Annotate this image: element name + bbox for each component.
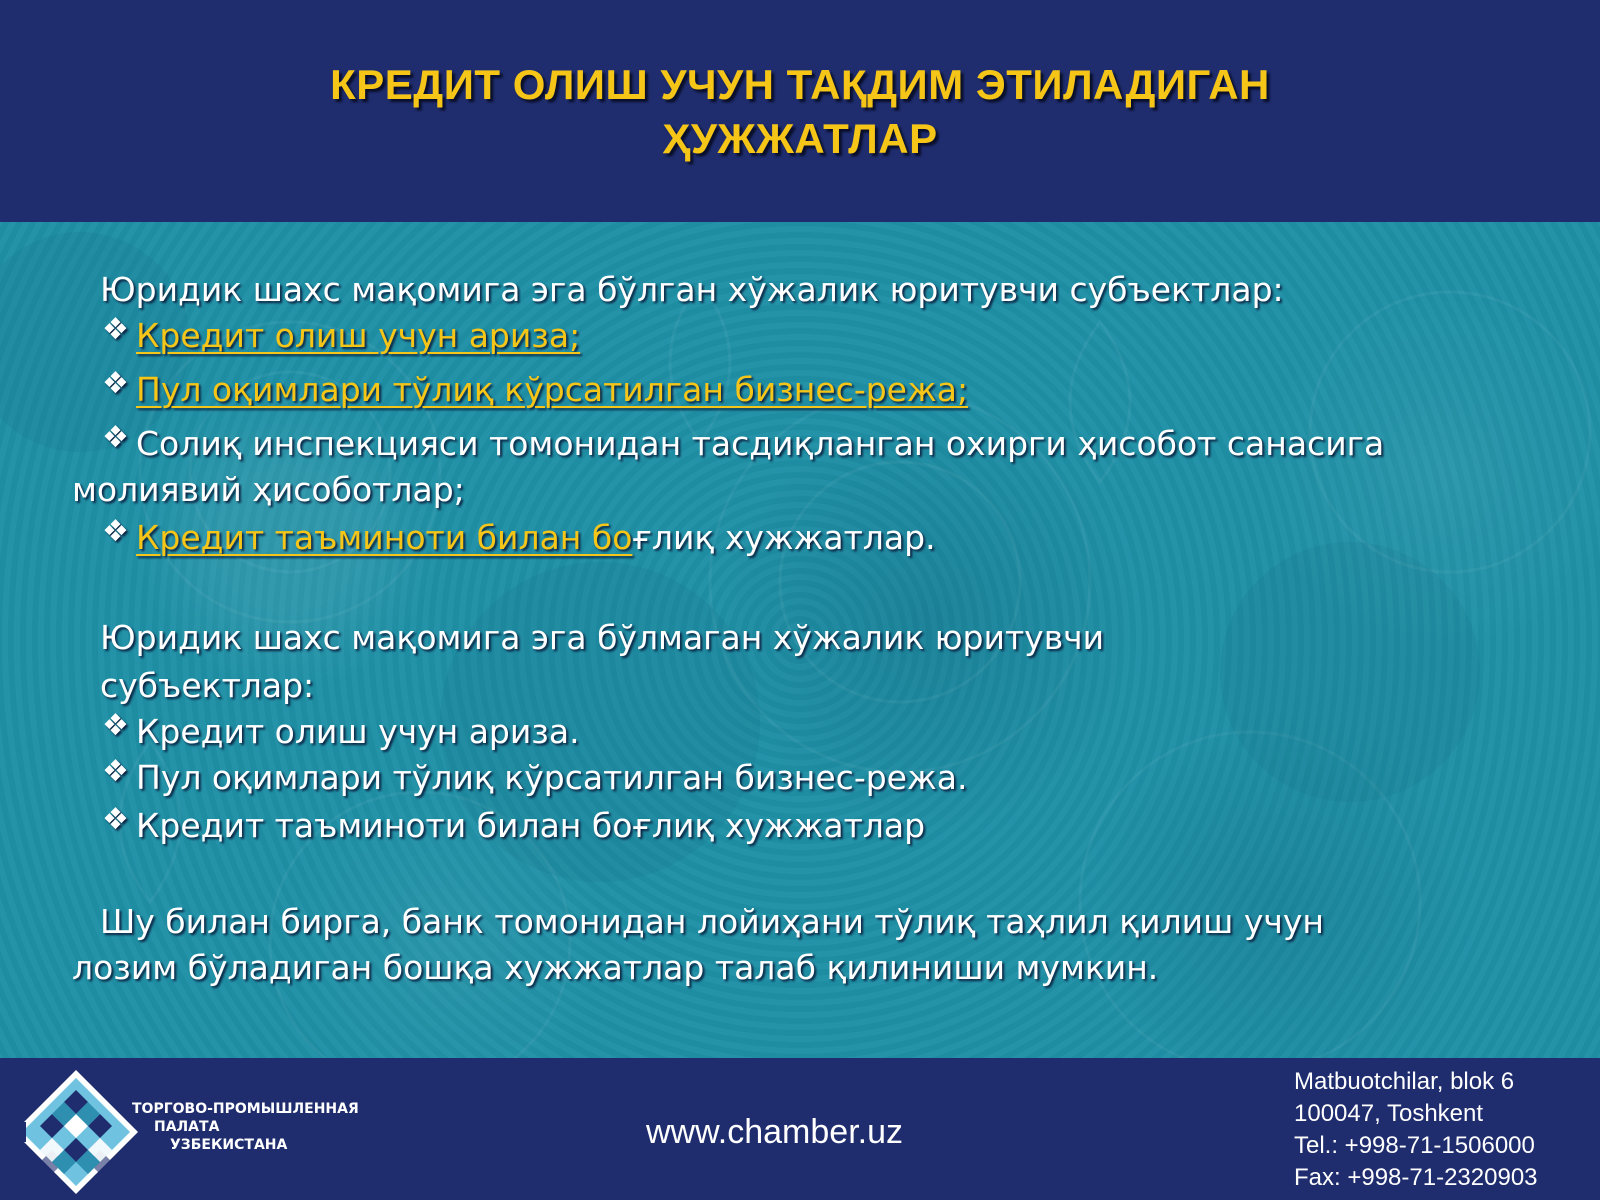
diamond-bullet-icon: ❖ <box>102 366 129 401</box>
diamond-bullet-icon: ❖ <box>102 312 129 347</box>
address-line1: Matbuotchilar, blok 6 <box>1294 1068 1515 1095</box>
section1-item1-link[interactable]: Кредит олиш учун ариза; <box>136 316 581 355</box>
section1-item4 <box>102 514 936 562</box>
section2-item1 <box>102 708 580 756</box>
slide-title <box>0 58 1600 166</box>
section2-item2 <box>102 754 967 802</box>
diamond-bullet-icon: ❖ <box>102 420 129 455</box>
section1-item4-link[interactable]: Кредит таъминоти билан бо <box>136 518 633 557</box>
footer-band <box>0 1058 1600 1200</box>
section2-item3-text: Кредит таъминоти билан боғлиқ хужжатлар <box>136 806 926 845</box>
section1-item3 <box>102 420 1384 468</box>
diamond-bullet-icon: ❖ <box>102 754 129 789</box>
closing-line2: лозим бўладиган бошқа хужжатлар талаб қилиниши мумкин. <box>72 948 1159 987</box>
address-line2: 100047, Toshkent <box>1294 1100 1484 1127</box>
header-band <box>0 0 1600 222</box>
website-link[interactable]: www.chamber.uz <box>646 1113 903 1151</box>
section2-heading-line1: Юридик шахс мақомига эга бўлмаган хўжалик юритувчи <box>100 618 1105 657</box>
section2-item3 <box>102 802 925 850</box>
diamond-bullet-icon: ❖ <box>102 708 129 743</box>
logo-text-line3: УЗБЕКИСТАНА <box>170 1137 288 1153</box>
logo-text <box>132 1100 359 1154</box>
section1-item2-link[interactable]: Пул оқимлари тўлиқ кўрсатилган бизнес-режа; <box>136 370 969 409</box>
address-phone: Tel.: +998-71-1506000 <box>1294 1132 1535 1159</box>
section2-item2-text: Пул оқимлари тўлиқ кўрсатилган бизнес-режа. <box>136 758 968 797</box>
section1-heading: Юридик шахс мақомига эга бўлган хўжалик юритувчи субъектлар: <box>100 270 1284 309</box>
section2-heading-line2: субъектлар: <box>100 666 315 705</box>
closing-line1: Шу билан бирга, банк томонидан лойиҳани тўлиқ таҳлил қилиш учун <box>100 902 1324 941</box>
address-fax: Fax: +998-71-2320903 <box>1294 1164 1538 1191</box>
section2-item1-text: Кредит олиш учун ариза. <box>136 712 580 751</box>
diamond-bullet-icon: ❖ <box>102 514 129 549</box>
section1-item1 <box>102 312 580 360</box>
section1-item3-cont: молиявий ҳисоботлар; <box>72 470 465 509</box>
logo-text-line1: ТОРГОВО-ПРОМЫШЛЕННАЯ <box>132 1101 359 1117</box>
chamber-logo-icon <box>12 1068 140 1196</box>
section1-item4-rest: ғлиқ хужжатлар. <box>632 518 936 557</box>
diamond-bullet-icon: ❖ <box>102 802 129 837</box>
section1-item2 <box>102 366 968 414</box>
section1-item3-text: Солиқ инспекцияси томонидан тасдиқланган охирги ҳисобот санасига <box>136 424 1385 463</box>
content-area <box>0 222 1600 1058</box>
title-line-2: ҲУЖЖАТЛАР <box>662 115 938 162</box>
logo-text-line2: ПАЛАТА <box>154 1119 220 1135</box>
contact-address <box>1294 1066 1538 1194</box>
title-line-1: КРЕДИТ ОЛИШ УЧУН ТАҚДИМ ЭТИЛАДИГАН <box>330 61 1270 108</box>
